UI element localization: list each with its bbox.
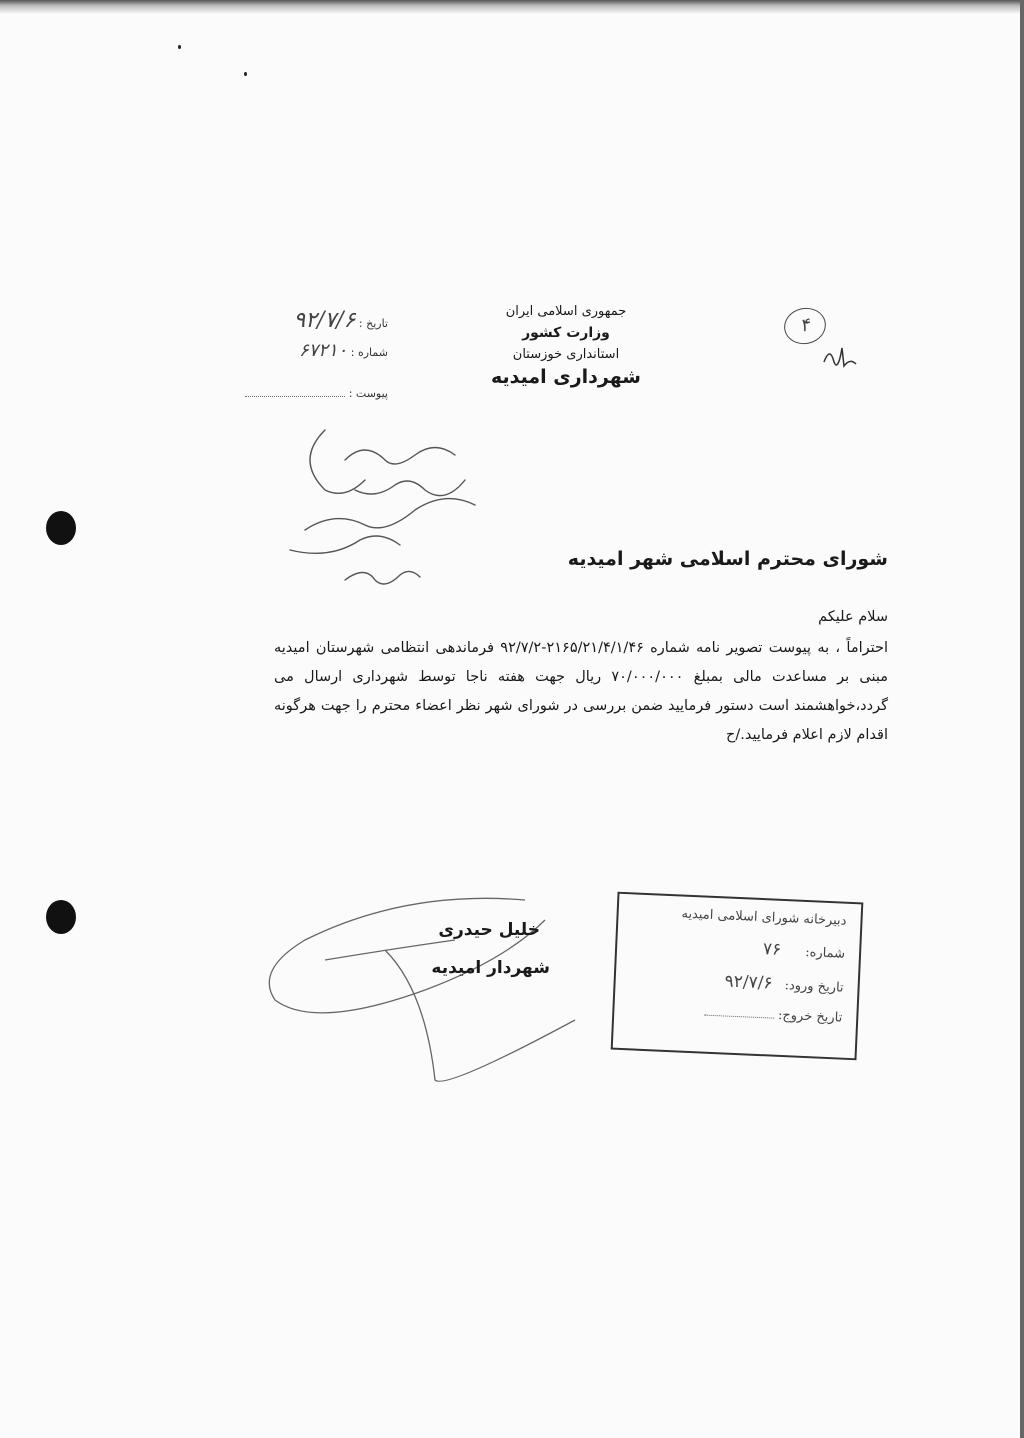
letter-body: احتراماً ، به پیوست تصویر نامه شماره ۲۱۶۵/۲۱/۴/۱/۴۶-۹۲/۷/۲ فرماندهی انتظامی شهرستان امیدیه مبنی بر مساعدت مالی بمبلغ ۷۰/۰۰۰/۰۰۰ ریال جهت هفته ناجا توسط شهرداری ارسال می گردد،خواهشمند است دستور فرمایید ضمن بررسی در شورای شهر نظر اعضاء محترم را جهت هرگونه اقدام لازم اعلام فرمایید./ح [274,640,888,743]
signature-name: خلیل حیدری [438,920,540,940]
stamp-number-value: ۷۶ [762,939,782,960]
signature-title: شهردار امیدیه [431,958,550,978]
meta-number-value: ۶۷۲۱۰ [298,340,348,361]
stamp-entry-row [629,967,844,996]
stamp-entry-value: ۹۲/۷/۶ [724,971,773,994]
header-country: جمهوری اسلامی ایران [505,304,627,319]
scan-edge-right [1020,0,1024,1438]
meta-date-row [228,308,388,333]
meta-date-label: تاریخ : [358,317,388,330]
handwritten-margin-note [285,420,515,595]
recipient: شورای محترم اسلامی شهر امیدیه [567,548,888,570]
punch-hole-bottom [46,900,76,934]
greeting: سلام علیکم [818,609,888,625]
circled-page-mark: ۴ [781,304,830,348]
meta-attachment-row [228,386,388,400]
letterhead [466,304,666,388]
signature-scribble [265,880,585,1100]
header-ministry: وزارت کشور [522,325,610,341]
meta-attachment-blank [245,386,345,397]
meta-number-label: شماره : [350,346,388,359]
scan-speck [244,72,247,76]
meta-attachment-label: پیوست : [348,387,388,400]
stamp-title: دبیرخانه شورای اسلامی امیدیه [681,906,847,929]
stamp-number-label: شماره: [804,944,846,962]
scan-edge-top [0,0,1024,14]
scan-speck [178,45,181,49]
stamp-exit-blank [704,1005,774,1019]
initial-scribble [820,338,860,378]
stamp-number-row [631,933,846,962]
stamp-exit-label: تاریخ خروج: [777,1007,843,1026]
stamp-exit-row [628,1001,842,1025]
header-organization: شهرداری امیدیه [491,366,641,388]
meta-date-value: ۹۲/۷/۶ [293,308,356,333]
header-province: استانداری خوزستان [512,347,620,362]
meta-number-row [228,340,388,361]
registry-stamp [611,892,864,1061]
stamp-entry-label: تاریخ ورود: [784,978,844,996]
punch-hole-top [46,511,76,545]
stamp-exit-value [774,1008,775,1023]
